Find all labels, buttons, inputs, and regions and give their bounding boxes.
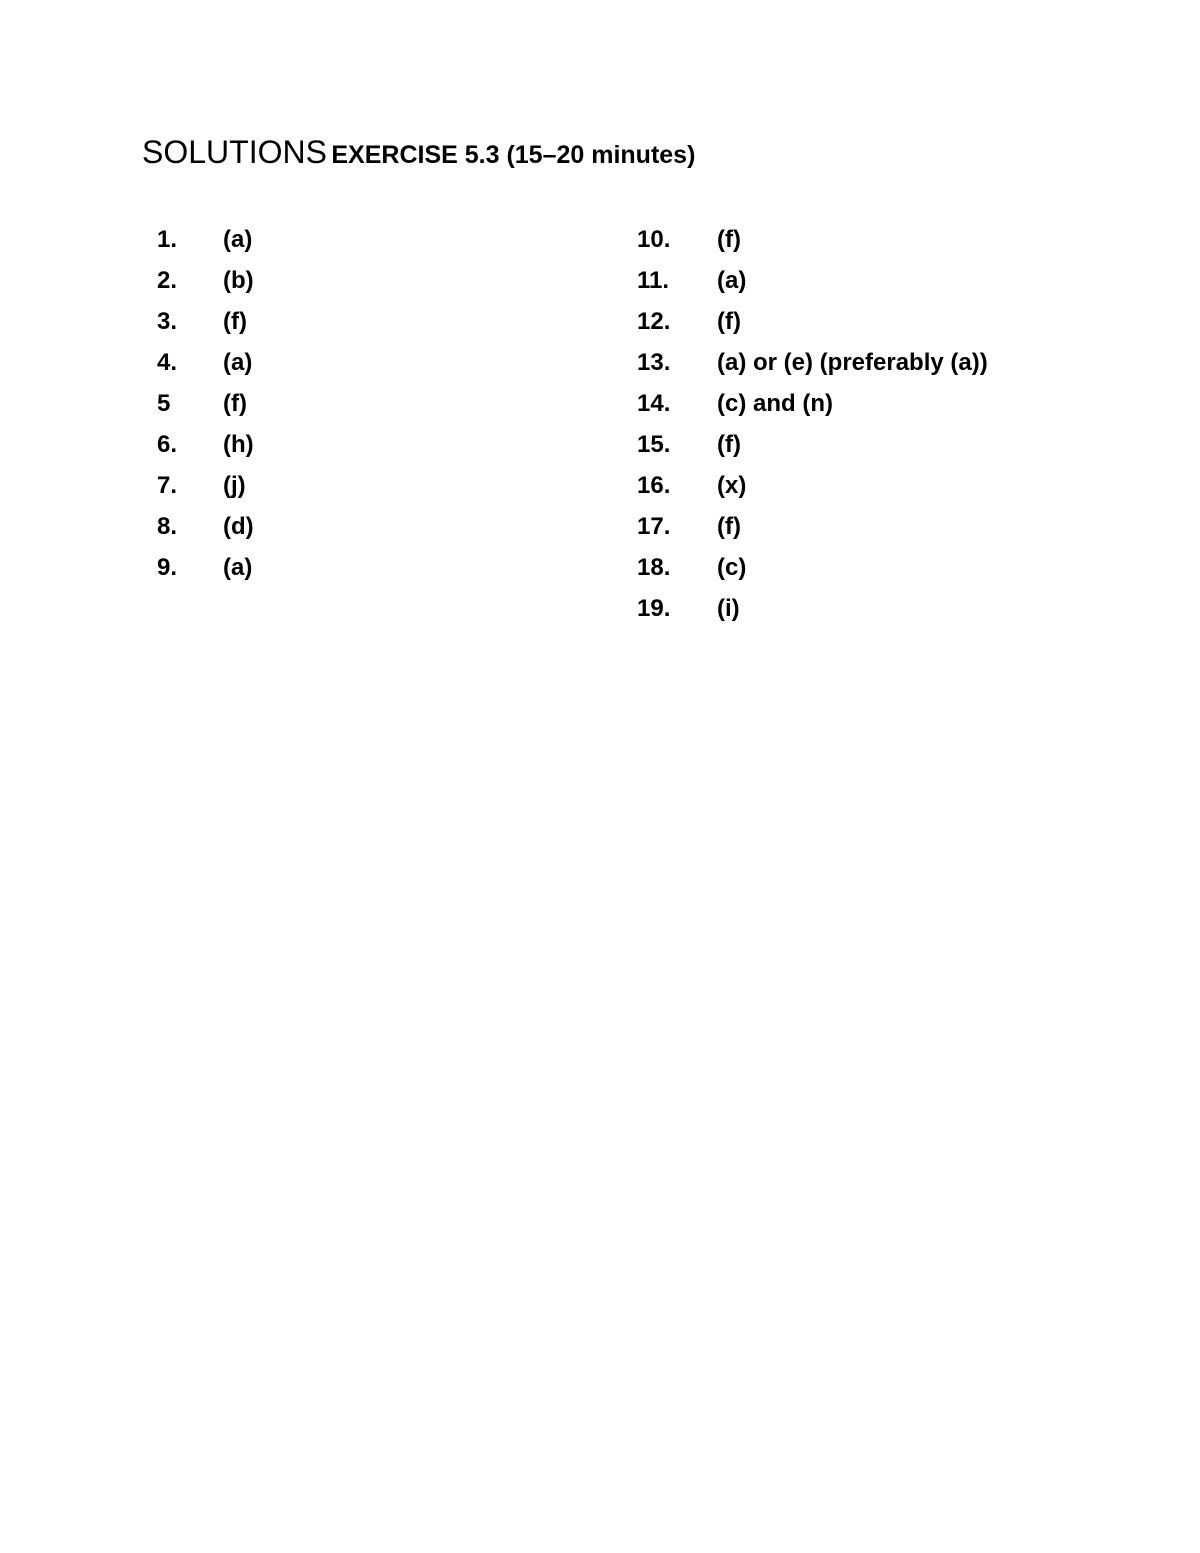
title-exercise: EXERCISE 5.3 (15–20 minutes) [331, 141, 696, 169]
answer-text: (c) and (n) [717, 390, 833, 417]
question-number: 11. [637, 267, 670, 294]
answer-row [157, 342, 254, 383]
question-number: 1. [157, 226, 178, 253]
question-number: 13. [637, 349, 671, 376]
answer-text: (i) [717, 595, 740, 622]
title-lead: SOLUTIONS [142, 134, 327, 170]
answer-row [157, 506, 254, 547]
answer-text: (f) [717, 226, 741, 253]
question-number: 6. [157, 431, 178, 458]
question-number: 3. [157, 308, 178, 335]
answer-row [637, 588, 988, 629]
answer-text: (d) [223, 513, 254, 540]
answer-text: (f) [717, 431, 741, 458]
answer-text: (a) [223, 349, 253, 376]
answer-text: (b) [223, 267, 254, 294]
question-number: 19. [637, 595, 671, 622]
question-number: 2. [157, 267, 178, 294]
answers-column-right [637, 219, 988, 629]
answer-row [157, 383, 254, 424]
question-number: 10. [637, 226, 671, 253]
answer-text: (f) [717, 513, 741, 540]
answer-text: (x) [717, 472, 747, 499]
answer-row [637, 506, 988, 547]
question-number: 16. [637, 472, 671, 499]
answer-row [157, 547, 254, 588]
question-number: 5 [157, 390, 171, 417]
answer-text: (j) [223, 472, 246, 499]
answer-text: (a) or (e) (preferably (a)) [717, 349, 988, 376]
answer-row [637, 424, 988, 465]
answer-text: (a) [717, 267, 747, 294]
answer-row [637, 547, 988, 588]
answer-text: (f) [717, 308, 741, 335]
answer-text: (h) [223, 431, 254, 458]
answer-row [637, 260, 988, 301]
answer-row [637, 219, 988, 260]
page-title [142, 136, 695, 168]
answer-text: (f) [223, 390, 247, 417]
answer-row [637, 383, 988, 424]
answer-row [157, 260, 254, 301]
answer-row [157, 465, 254, 506]
question-number: 15. [637, 431, 671, 458]
question-number: 18. [637, 554, 671, 581]
answer-row [637, 342, 988, 383]
question-number: 9. [157, 554, 178, 581]
answer-row [637, 301, 988, 342]
question-number: 14. [637, 390, 671, 417]
question-number: 12. [637, 308, 671, 335]
answer-text: (a) [223, 226, 253, 253]
question-number: 17. [637, 513, 671, 540]
question-number: 8. [157, 513, 178, 540]
answer-text: (c) [717, 554, 747, 581]
question-number: 4. [157, 349, 178, 376]
answer-row [157, 301, 254, 342]
question-number: 7. [157, 472, 178, 499]
answers-column-left [157, 219, 254, 588]
answer-row [637, 465, 988, 506]
answer-row [157, 219, 254, 260]
answer-text: (a) [223, 554, 253, 581]
answer-text: (f) [223, 308, 247, 335]
answer-row [157, 424, 254, 465]
